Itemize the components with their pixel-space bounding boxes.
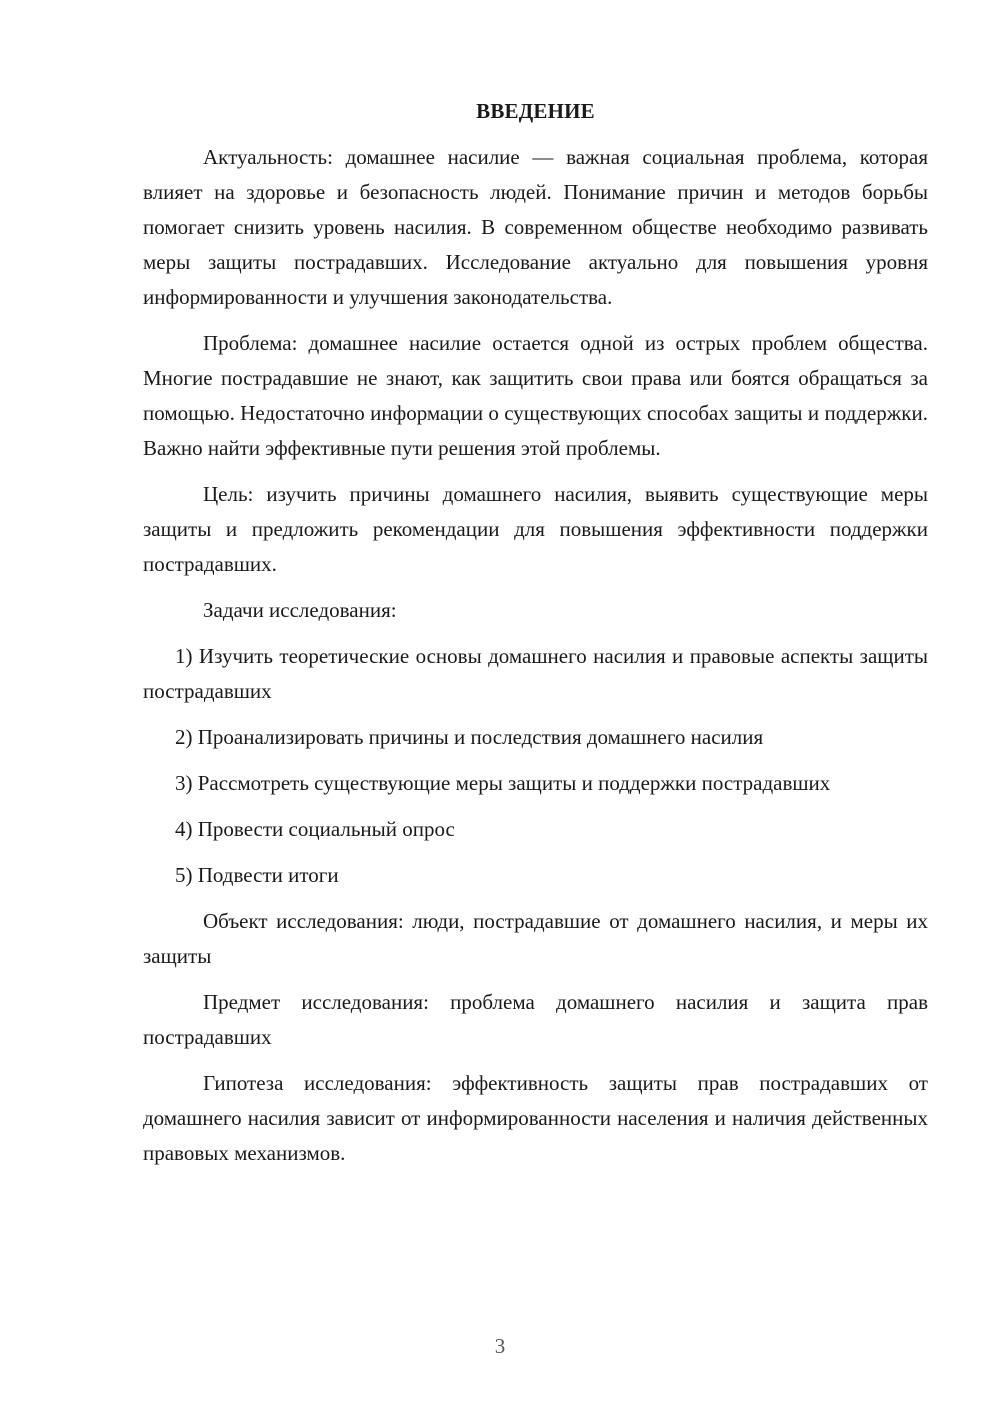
document-page xyxy=(143,94,928,1182)
paragraph-hypothesis: Гипотеза исследования: эффективность защиты прав пострадавших от домашнего насилия зависит от информированности населения и наличия действенных правовых механизмов. xyxy=(143,1071,928,1165)
list-item-task-2: 2) Проанализировать причины и последствия домашнего насилия xyxy=(175,725,764,749)
paragraph-subject: Предмет исследования: проблема домашнего насилия и защита прав пострадавших xyxy=(143,990,928,1049)
tasks-heading: Задачи исследования: xyxy=(203,598,397,622)
page-number: 3 xyxy=(494,1334,506,1358)
paragraph-relevance: Актуальность: домашнее насилие — важная социальная проблема, которая влияет на здоровье и безопасность людей. Понимание причин и методов борьбы помогает снизить уровень насилия. В современном обществе необходимо развивать меры защиты пострадавших. Исследование актуально для повышения уровня информированности и улучшения законодательства. xyxy=(143,145,928,309)
list-item-task-3: 3) Рассмотреть существующие меры защиты и поддержки пострадавших xyxy=(175,771,831,795)
paragraph-goal: Цель: изучить причины домашнего насилия, выявить существующие меры защиты и предложить рекомендации для повышения эффективности поддержки пострадавших. xyxy=(143,482,928,576)
paragraph-object: Объект исследования: люди, пострадавшие от домашнего насилия, и меры их защиты xyxy=(143,909,928,968)
paragraph-problem: Проблема: домашнее насилие остается одной из острых проблем общества. Многие пострадавшие не знают, как защитить свои права или боятся обращаться за помощью. Недостаточно информации о существующих способах защиты и поддержки. Важно найти эффективные пути решения этой проблемы. xyxy=(143,331,928,460)
tasks-list xyxy=(143,639,928,893)
section-title: ВВЕДЕНИЕ xyxy=(476,99,595,123)
list-item-task-5: 5) Подвести итоги xyxy=(175,863,339,887)
list-item-task-1: 1) Изучить теоретические основы домашнего насилия и правовые аспекты защиты пострадавших xyxy=(143,644,928,703)
list-item-task-4: 4) Провести социальный опрос xyxy=(175,817,455,841)
